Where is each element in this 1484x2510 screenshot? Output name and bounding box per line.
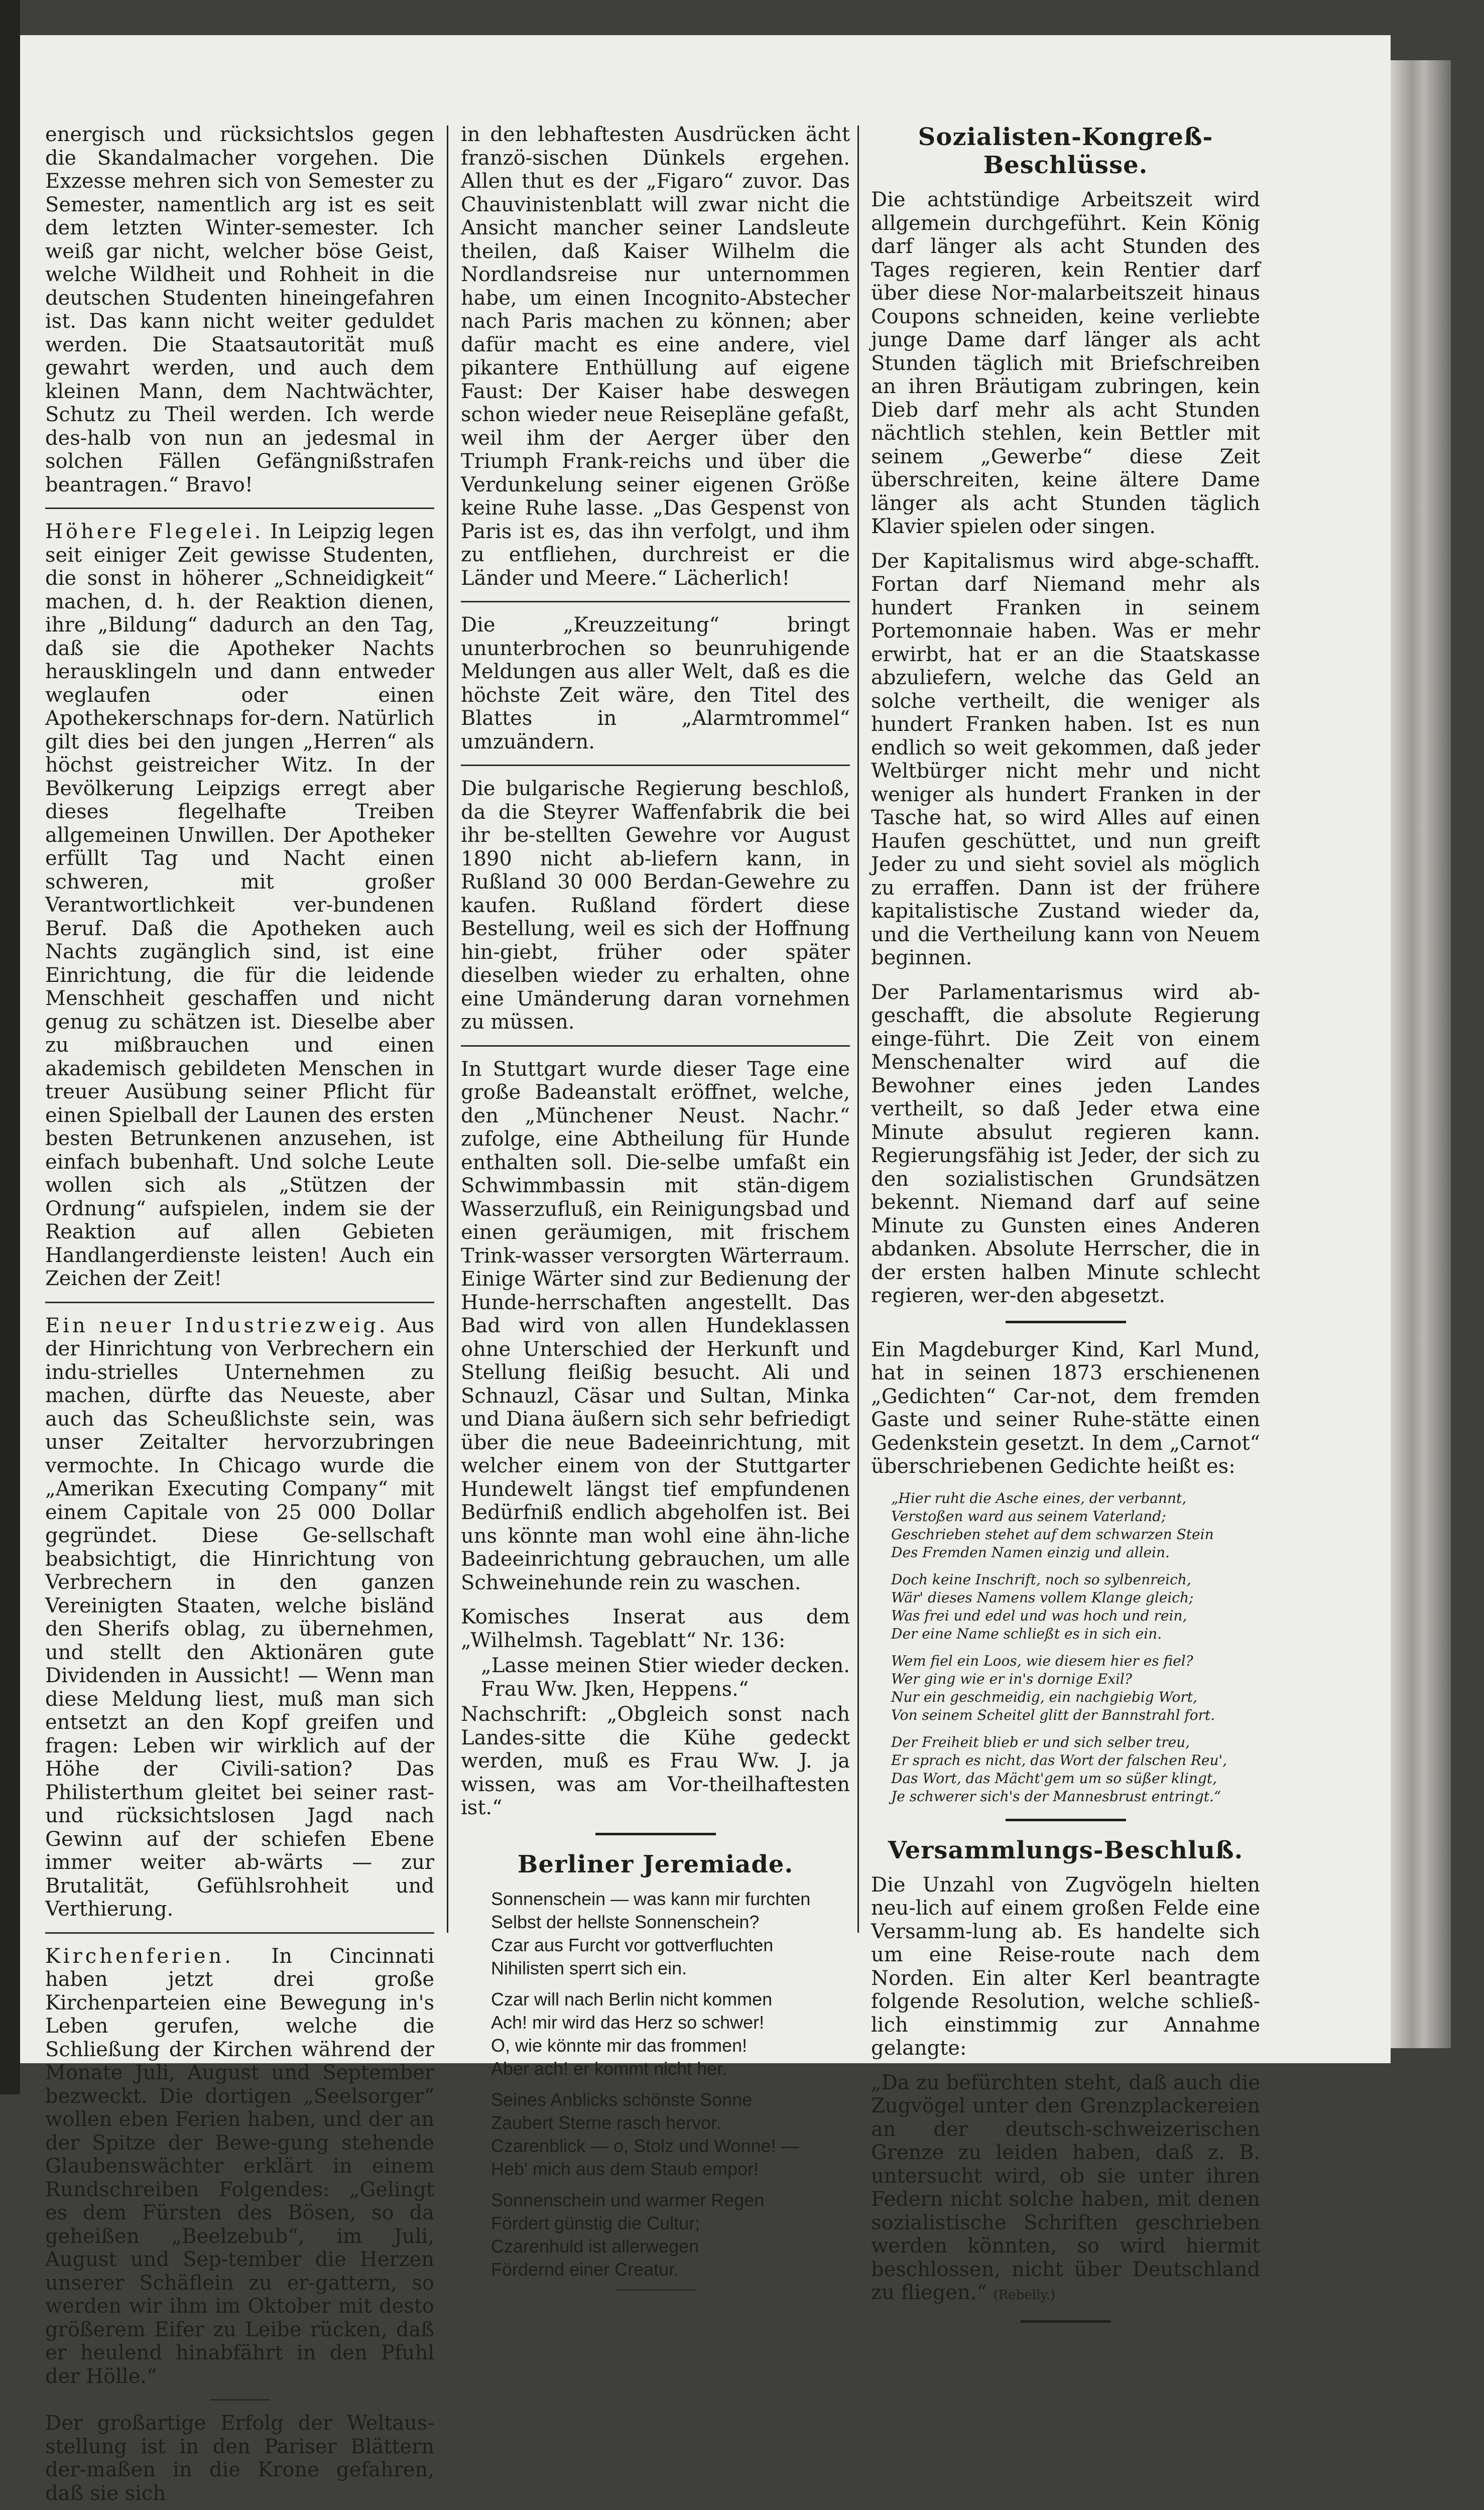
poem-line: Czarenblick — o, Stolz und Wonne! —	[491, 2135, 799, 2156]
column-rule-1	[447, 126, 448, 1933]
separator	[45, 508, 434, 509]
poem-line: Aber ach! er kommt nicht her.	[491, 2058, 727, 2079]
separator	[1006, 1819, 1126, 1821]
verse-line: Er sprach es nicht, das Wort der falschen Reu',	[891, 1751, 1227, 1769]
article-text: „Da zu befürchten steht, daß auch die Zugvögel unter den Grenzplackereien an der deutsch-schweizerischen Grenze zu leiden haben, daß z. B. untersucht wird, ob sie unter ihren Federn nicht solche haben, mit denen sozialistische Schriften geschrieben werden könnten, so wird hiermit beschlossen, nicht über Deutschland zu fliegen.“	[871, 2071, 1260, 2304]
poem-line: Czarenhuld ist allerwegen	[491, 2235, 699, 2256]
verse-stanza	[891, 1652, 1260, 1724]
verse-line: Nur ein geschmeidig, ein nachgiebig Wort,	[891, 1688, 1197, 1705]
poem-line: Fördernd einer Creatur.	[491, 2258, 679, 2280]
poem-line: Sonnenschein — was kann mir furchten	[491, 1888, 811, 1909]
poem-stanza	[491, 1988, 850, 2080]
section-title: Sozialisten-Kongreß-Beschlüsse.	[918, 123, 1213, 179]
article-paragraph	[45, 1945, 434, 2389]
article-text: In Leipzig legen seit einiger Zeit gewisse Studenten, die sonst in höherer „Schneidigkeit“ machen, d. h. der Reaktion dienen, ihre „Bildung“ dadurch an den Tag, daß sie die Apotheker Nachts herausklingeln und dann entweder weglaufen oder einen Apothekerschnaps for-dern. Natürlich gilt dies bei den jungen „Herren“ als höchst geistreicher Witz. In der Bevölkerung Leipzigs erregt aber dieses flegelhafte Treiben allgemeinen Unwillen. Der Apotheker erfüllt Tag und Nacht einen schweren, mit großer Verantwortlichkeit ver-bundenen Beruf. Daß die Apotheken auch Nachts zugänglich sind, ist eine Einrichtung, die für die leidende Menschheit geschaffen und nicht genug zu schätzen ist. Dieselbe aber zu mißbrauchen und einen akademisch gebildeten Menschen in treuer Ausübung seiner Pflicht für einen Spielball der Launen des ersten besten Betrunkenen anzusehen, ist einfach bubenhaft. Und solche Leute wollen sich als „Stützen der Ordnung“ aufspielen, indem sie der Reaktion auf allen Gebieten Handlangerdienste leisten! Auch ein Zeichen der Zeit!	[45, 520, 434, 1290]
article-paragraph: Die bulgarische Regierung beschloß, da die Steyrer Waffenfabrik die bei ihr be-stellten Gewehre vor August 1890 nicht ab-liefern kann, in Rußland 30 000 Berdan-Gewehre zu kaufen. Rußland fördert diese Bestellung, weil es sich der Hoffnung hin-giebt, früher oder später dieselben wieder zu erhalten, ohne eine Umänderung daran vornehmen zu müssen.	[461, 777, 850, 1034]
poem-title: Berliner Jeremiade.	[517, 1850, 794, 1878]
column-rule-2	[857, 126, 859, 1933]
verse-line: „Hier ruht die Asche eines, der verbannt,	[891, 1489, 1187, 1507]
poem-line: Heb' mich aus dem Staub empor!	[491, 2158, 759, 2179]
verse-line: Was frei und edel und was hoch und rein,	[891, 1607, 1187, 1624]
article-text: Aus der Hinrichtung von Verbrechern ein indu-strielles Unternehmen zu machen, dürfte das Neueste, aber auch das Scheußlichste sein, was unser Zeitalter hervorzubringen vermochte. In Chicago wurde die „Amerikan Executing Company“ mit einem Capitale von 25 000 Dollar gegründet. Diese Ge-sellschaft beabsichtigt, die Hinrichtung von Verbrechern in den ganzen Vereinigten Staaten, welche bisländ den Sherifs oblag, zu übernehmen, und stellt den Aktionären gute Dividenden in Aussicht! — Wenn man diese Meldung liest, muß man sich entsetzt an den Kopf greifen und fragen: Leben wir wirklich auf der Höhe der Civili-sation? Das Philisterthum gleitet bei seiner rast- und rücksichtslosen Jagd nach Gewinn auf der schiefen Ebene immer weiter ab-wärts — zur Brutalität, Gefühlsrohheit und Verthierung.	[45, 1314, 435, 1921]
article-text: In Cincinnati haben jetzt drei große Kirchenparteien eine Bewegung in's Leben gerufen, welche die Schließung der Kirchen während der Monate Juli, August und September bezweckt. Die dortigen „Seelsorger“ wollen eben Ferien haben, und der an der Spitze der Bewe-gung stehende Glaubenswächter erklärt in einem Rundschreiben Folgendes: „Gelingt es dem Fürsten des Bösen, so da geheißen „Beelzebub“, im Juli, August und Sep-tember die Herzen unserer Schäflein zu er-gattern, so werden wir ihm im Oktober mit desto größerem Eifer zu Leibe rücken, daß er heulend hinabfährt in den Pfuhl der Hölle.“	[45, 1944, 434, 2388]
column-1	[45, 123, 434, 2510]
verse-line: Der Freiheit blieb er und sich selber treu,	[891, 1733, 1190, 1750]
verse-stanza	[891, 1733, 1260, 1806]
article-lead: Kirchenferien.	[45, 1944, 234, 1968]
separator	[45, 1932, 434, 1934]
article-paragraph: Die „Kreuzzeitung“ bringt ununterbrochen so beunruhigende Meldungen aus aller Welt, daß es die höchste Zeit wäre, den Titel des Blattes in „Alarmtrommel“ umzuändern.	[461, 613, 850, 754]
verse-line: Der eine Name schließt es in sich ein.	[891, 1625, 1162, 1642]
separator	[210, 2399, 270, 2401]
column-3	[871, 123, 1260, 2338]
article-quote: „Lasse meinen Stier wieder decken. Frau Ww. Jken, Heppens.“	[481, 1654, 850, 1701]
article-paragraph: Die Unzahl von Zugvögeln hielten neu-lich auf einem großen Felde eine Versamm-lung ab. Es handelte sich um eine Reise-route nach dem Norden. Ein alter Kerl beantragte folgende Resolution, welche schließ-lich einstimmig zur Annahme gelangte:	[871, 1873, 1260, 2060]
poem-line: Sonnenschein und warmer Regen	[491, 2189, 765, 2210]
article-paragraph: In Stuttgart wurde dieser Tage eine große Badeanstalt eröffnet, welche, den „Münchener Neust. Nachr.“ zufolge, eine Abtheilung für Hunde enthalten soll. Die-selbe umfaßt ein Schwimmbassin mit stän-digem Wasserzufluß, ein Reinigungsbad und einen geräumigen, mit frischem Trink-wasser versorgten Wärterraum. Einige Wärter sind zur Bedienung der Hunde-herrschaften angestellt. Das Bad wird von allen Hundeklassen ohne Unterschied der Herkunft und Stellung fleißig besucht. Ali und Schnauzl, Cäsar und Sultan, Minka und Diana äußern sich sehr befriedigt über die neue Badeeinrichtung, mit welcher einem von der Stuttgarter Hundewelt längst tief empfundenen Bedürfniß endlich abgeholfen ist. Bei uns könnte man wohl eine ähn-liche Badeeinrichtung gebrauchen, um alle Schweinehunde rein zu waschen.	[461, 1057, 850, 1594]
verse-stanza	[891, 1571, 1260, 1643]
poem-line: Seines Anblicks schönste Sonne	[491, 2089, 753, 2110]
poem-line: Czar will nach Berlin nicht kommen	[491, 1988, 773, 2010]
separator	[45, 1302, 434, 1303]
poem-line: O, wie könnte mir das frommen!	[491, 2035, 748, 2056]
poem-stanza	[491, 2088, 850, 2181]
verse-line: Das Wort, das Mächt'gem um so süßer klingt,	[891, 1770, 1217, 1787]
verse-line: Wem fiel ein Loos, wie diesem hier es fiel?	[891, 1652, 1193, 1669]
article-paragraph	[871, 2071, 1260, 2307]
poem-line: Selbst der hellste Sonnenschein?	[491, 1911, 760, 1932]
article-paragraph: Der Parlamentarismus wird ab-geschafft, die absolute Regierung einge-führt. Die Zeit von einem Menschenalter wird auf die Bewohner eines jeden Landes vertheilt, so daß Jeder etwa eine Minute absulut regieren kann. Regierungsfähig ist Jeder, der sich zu den sozialistischen Grundsätzen bekennt. Niemand darf auf seine Minute zu Gunsten eines Anderen abdanken. Absolute Herrscher, die in der ersten halben Minute schlecht regieren, wer-den abgesetzt.	[871, 980, 1260, 1307]
source-note: (Rebelly.)	[993, 2288, 1056, 2303]
verse-line: Wär' dieses Namens vollem Klange gleich;	[891, 1589, 1194, 1606]
poem-line: Zaubert Sterne rasch hervor.	[491, 2112, 721, 2133]
separator	[1021, 2320, 1111, 2323]
separator	[1006, 1321, 1126, 1323]
verse-stanza	[891, 1489, 1260, 1562]
verse-line: Von seinem Scheitel glitt der Bannstrahl fort.	[891, 1706, 1215, 1723]
verse-line: Doch keine Inschrift, noch so sylbenreich,	[891, 1571, 1191, 1588]
article-paragraph: energisch und rücksichtslos gegen die Skandalmacher vorgehen. Die Exzesse mehren sich von Semester zu Semester, namentlich arg ist es seit dem letzten Winter-semester. Ich weiß gar nicht, welcher böse Geist, welche Wildheit und Rohheit in die deutschen Studenten hineingefahren ist. Das kann nicht weiter geduldet werden. Die Staatsautorität muß gewahrt werden, und auch dem kleinen Mann, dem Nachtwächter, Schutz zu Theil werden. Ich werde des-halb von nun an jedesmal in solchen Fällen Gefängnißstrafen beantragen.“ Bravo!	[45, 123, 434, 496]
section-title: Versammlungs-Beschluß.	[888, 1836, 1244, 1864]
poem-line: Nihilisten sperrt sich ein.	[491, 1957, 687, 1978]
article-paragraph: Der großartige Erfolg der Weltaus-stellung ist in den Pariser Blättern der-maßen in die Krone gefahren, daß sie sich	[45, 2412, 434, 2505]
poem-line: Ach! mir wird das Herz so schwer!	[491, 2012, 765, 2033]
article-paragraph: Der Kapitalismus wird abge-schafft. Fortan darf Niemand mehr als hundert Franken in seinem Portemonnaie haben. Was er mehr erwirbt, hat er an die Staatskasse abzuliefern, welche das Geld an solche vertheilt, die weniger als hundert Franken haben. Ist es nun endlich so weit gekommen, daß jeder Weltbürger nicht mehr und nicht weniger als hundert Franken in der Tasche hat, so wird Alles auf einen Haufen geschüttet, und nun greift Jeder zu und sieht soviel als möglich zu erraffen. Dann ist der frühere kapitalistische Zustand wieder da, und die Vertheilung kann von Neuem beginnen.	[871, 549, 1260, 969]
verse-line: Je schwerer sich's der Mannesbrust entringt.“	[891, 1788, 1221, 1805]
article-paragraph	[45, 520, 434, 1291]
page-edge	[1391, 60, 1451, 2048]
column-2	[461, 123, 850, 2291]
separator	[461, 1045, 850, 1047]
article-lead: Ein neuer Industriezweig.	[45, 1314, 389, 1337]
article-paragraph: Komisches Inserat aus dem „Wilhelmsh. Tageblatt“ Nr. 136:	[461, 1605, 850, 1652]
article-paragraph: Nachschrift: „Obgleich sonst nach Landes-sitte die Kühe gedeckt werden, muß es Frau Ww. J. ja wissen, was am Vor-theilhaftesten ist.“	[461, 1703, 850, 1819]
verse-line: Verstoßen ward aus seinem Vaterland;	[891, 1508, 1166, 1525]
poem-stanza	[491, 1888, 850, 1980]
poem-line: Czar aus Furcht vor gottverfluchten	[491, 1934, 774, 1955]
separator	[595, 1833, 716, 1835]
separator	[461, 601, 850, 602]
article-lead: Höhere Flegelei.	[45, 520, 264, 543]
verse-line: Des Fremden Namen einzig und allein.	[891, 1544, 1170, 1561]
article-paragraph: Ein Magdeburger Kind, Karl Mund, hat in seinen 1873 erschienenen „Gedichten“ Car-not, dem fremden Gaste und seiner Ruhe-stätte einen Gedenkstein gesetzt. In dem „Carnot“ überschriebenen Gedichte heißt es:	[871, 1338, 1260, 1478]
verse-line: Wer ging wie er in's dornige Exil?	[891, 1670, 1132, 1687]
book-spine	[0, 0, 20, 2094]
article-paragraph: Die achtstündige Arbeitszeit wird allgemein durchgeführt. Kein König darf länger als acht Stunden des Tages regieren, kein Rentier darf über diese Nor-malarbeitszeit hinaus Coupons schneiden, keine verliebte junge Dame darf länger als acht Stunden täglich mit Briefschreiben an ihren Bräutigam zubringen, kein Dieb darf mehr als acht Stunden nächtlich stehlen, kein Bettler mit seinem „Gewerbe“ diese Zeit überschreiten, keine ältere Dame länger als acht Stunden täglich Klavier spielen oder singen.	[871, 188, 1260, 538]
poem-stanza	[491, 2189, 850, 2281]
verse-line: Geschrieben stehet auf dem schwarzen Stein	[891, 1526, 1214, 1543]
poem-line: Fördert günstig die Cultur;	[491, 2212, 700, 2233]
separator	[461, 765, 850, 766]
article-paragraph: in den lebhaftesten Ausdrücken ächt franzö-sischen Dünkels ergehen. Allen thut es der „Figaro“ zuvor. Das Chauvinistenblatt will zwar nicht die Ansicht mancher seiner Landsleute theilen, daß Kaiser Wilhelm die Nordlandsreise nur unternommen habe, um einen Incognito-Abstecher nach Paris machen zu können; aber dafür macht es eine andere, viel pikantere Enthüllung auf eigene Faust: Der Kaiser habe deswegen schon wieder neue Reisepläne gefaßt, weil ihm der Aerger über den Triumph Frank-reichs und über die Verdunkelung seiner eigenen Größe keine Ruhe lasse. „Das Gespenst von Paris ist es, das ihn verfolgt, und ihm zu entfliehen, durchreist er die Länder und Meere.“ Lächerlich!	[461, 123, 850, 590]
article-paragraph	[45, 1314, 434, 1921]
separator	[615, 2289, 696, 2291]
